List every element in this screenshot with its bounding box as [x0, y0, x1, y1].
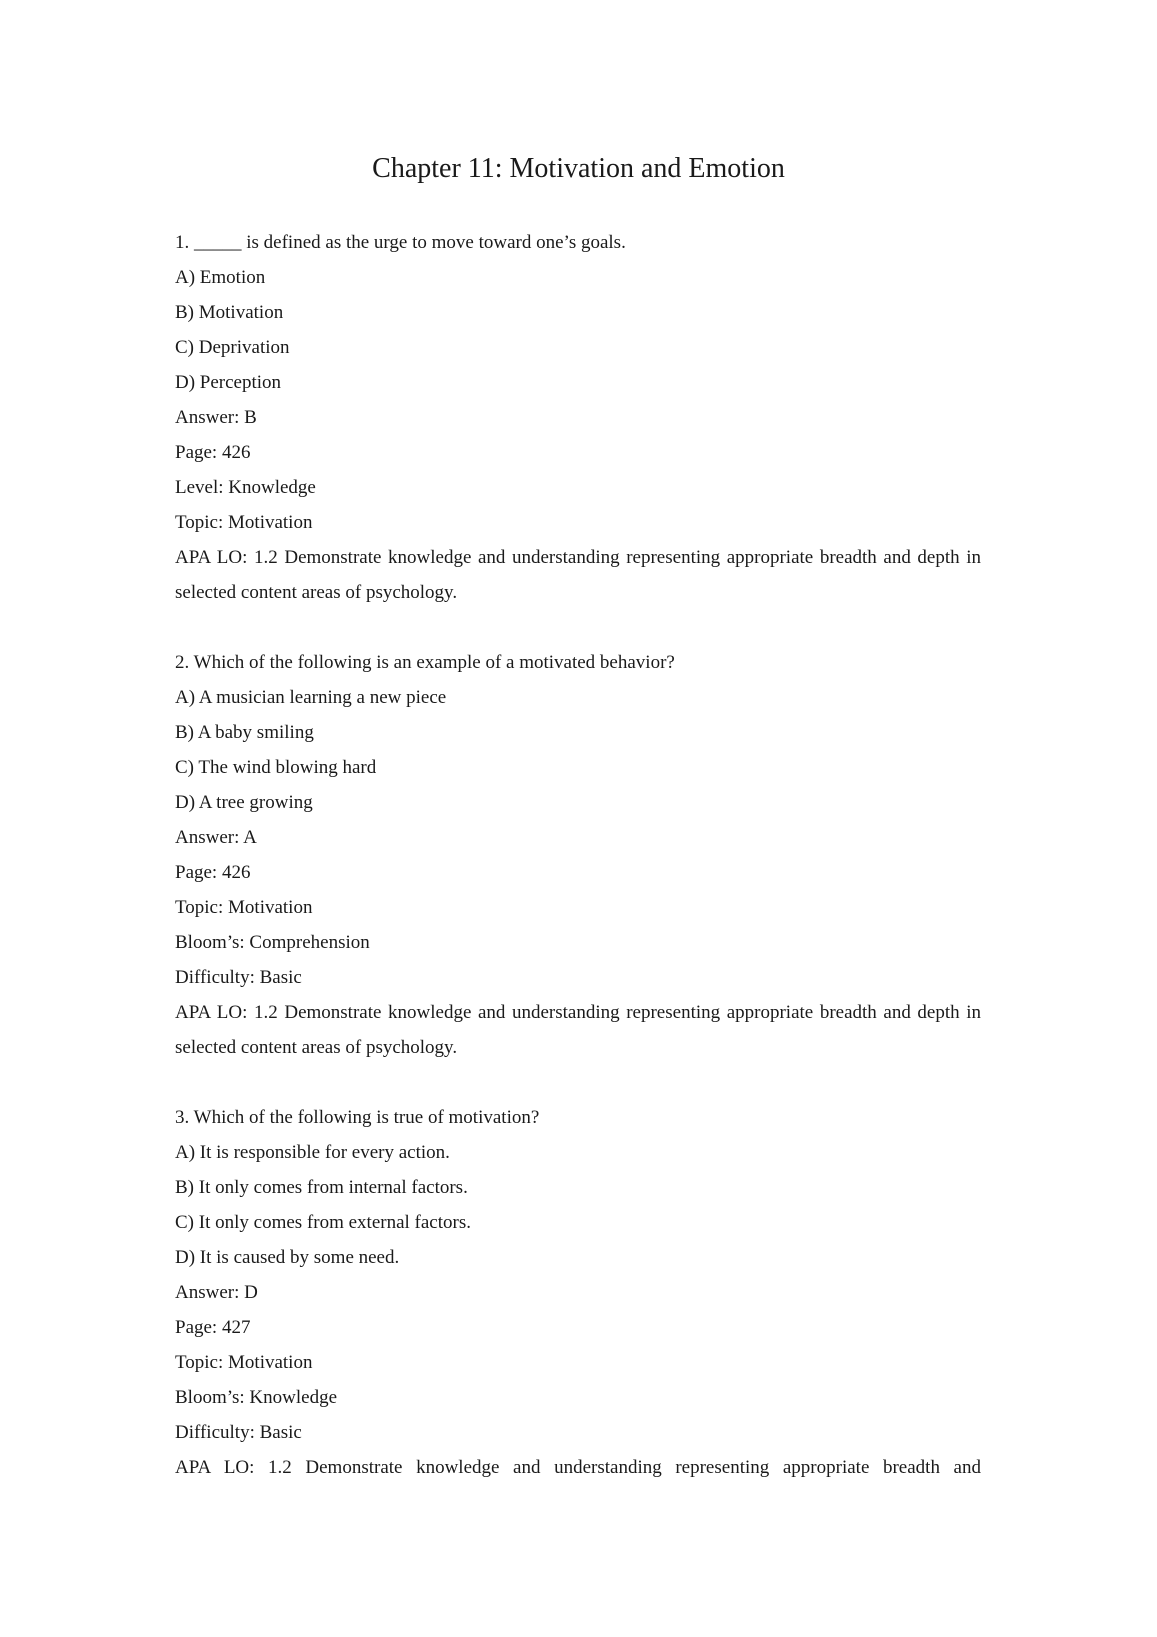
topic-line: Topic: Motivation [175, 512, 313, 533]
page-line: Page: 427 [175, 1317, 251, 1338]
topic-line: Topic: Motivation [175, 897, 313, 918]
apa-lo-paragraph: APA LO: 1.2 Demonstrate knowledge and understanding representing appropriate breadth and depth in selected content areas of psychology. [175, 547, 981, 603]
option-c: C) The wind blowing hard [175, 757, 377, 778]
level-line: Level: Knowledge [175, 477, 316, 498]
option-a: A) It is responsible for every action. [175, 1142, 450, 1163]
topic-line: Topic: Motivation [175, 1352, 313, 1373]
option-c: C) It only comes from external factors. [175, 1212, 471, 1233]
option-a: A) A musician learning a new piece [175, 687, 447, 708]
apa-lo-paragraph: APA LO: 1.2 Demonstrate knowledge and understanding representing appropriate breadth and depth in selected content areas of psychology. [175, 1002, 981, 1058]
question-1 [175, 225, 981, 610]
answer-line: Answer: D [175, 1282, 258, 1303]
question-stem: 1. _____ is defined as the urge to move toward one’s goals. [175, 232, 626, 253]
answer-line: Answer: A [175, 827, 257, 848]
option-b: B) It only comes from internal factors. [175, 1177, 468, 1198]
option-c: C) Deprivation [175, 337, 290, 358]
option-b: B) Motivation [175, 302, 284, 323]
answer-line: Answer: B [175, 407, 257, 428]
blooms-line: Bloom’s: Comprehension [175, 932, 370, 953]
option-d: D) A tree growing [175, 792, 313, 813]
difficulty-line: Difficulty: Basic [175, 1422, 302, 1443]
question-stem: 2. Which of the following is an example of a motivated behavior? [175, 652, 675, 673]
apa-lo-paragraph: APA LO: 1.2 Demonstrate knowledge and understanding representing appropriate breadth and [175, 1457, 981, 1478]
page-line: Page: 426 [175, 442, 251, 463]
option-d: D) Perception [175, 372, 282, 393]
difficulty-line: Difficulty: Basic [175, 967, 302, 988]
blooms-line: Bloom’s: Knowledge [175, 1387, 338, 1408]
page-line: Page: 426 [175, 862, 251, 883]
question-3 [175, 1100, 981, 1485]
page-title: Chapter 11: Motivation and Emotion [372, 153, 785, 184]
option-b: B) A baby smiling [175, 722, 314, 743]
question-stem: 3. Which of the following is true of motivation? [175, 1107, 540, 1128]
option-a: A) Emotion [175, 267, 266, 288]
option-d: D) It is caused by some need. [175, 1247, 400, 1268]
question-2 [175, 645, 981, 1065]
question-list [175, 225, 981, 1520]
